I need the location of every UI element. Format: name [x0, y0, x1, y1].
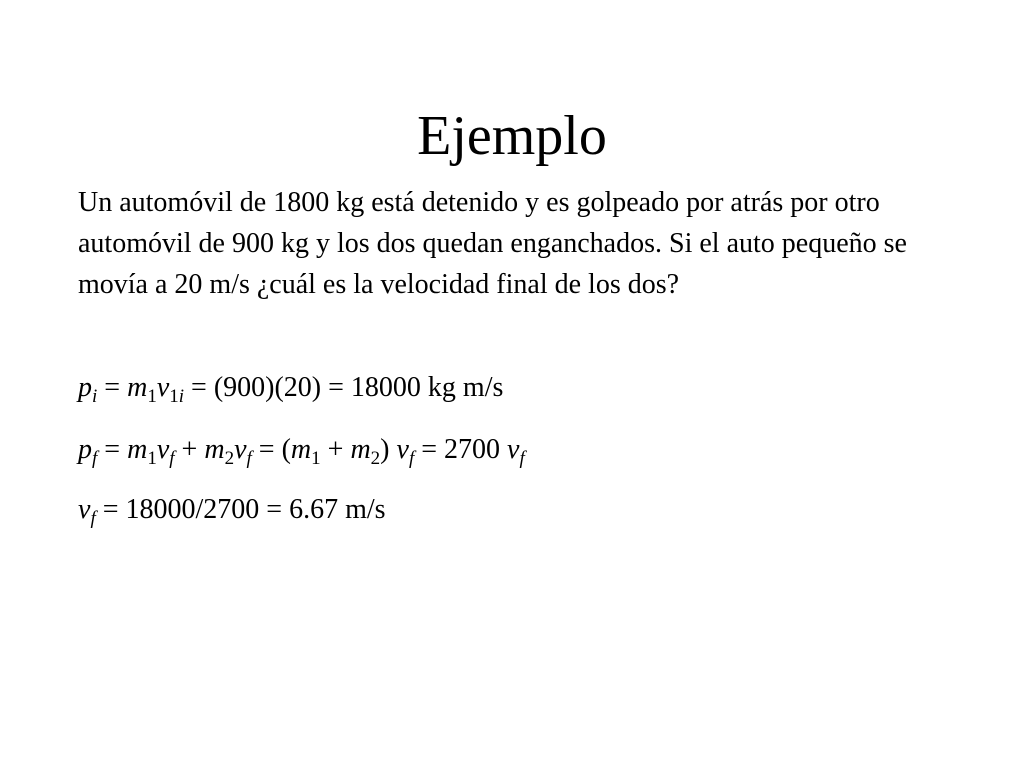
eq2-sub-f4: f: [519, 448, 525, 469]
eq2-symbol-m3: m: [290, 434, 312, 465]
eq2-sub-2b: 2: [370, 448, 381, 469]
eq1-sub-i: i: [92, 386, 98, 407]
eq2-close-paren: ): [380, 434, 397, 465]
eq1-symbol-m: m: [127, 372, 148, 403]
eq2-symbol-m4: m: [350, 434, 371, 465]
eq2-symbol-p: p: [78, 434, 92, 465]
eq1-sub-1: 1: [147, 386, 157, 407]
eq2-sub-1: 1: [147, 448, 157, 469]
eq2-plus-a: +: [174, 434, 205, 465]
eq2-equals-b: = (: [251, 434, 291, 465]
eq2-sub-f1: f: [169, 448, 175, 469]
equation-final-momentum: [78, 432, 525, 468]
eq2-sub-1b: 1: [311, 448, 321, 469]
slide-title: Ejemplo: [417, 105, 607, 167]
eq3-symbol-v: v: [78, 494, 91, 525]
equation-final-velocity: [78, 492, 386, 528]
eq3-rest: = 18000/2700 = 6.67 m/s: [95, 494, 386, 525]
eq3-sub-f: f: [90, 508, 96, 529]
eq2-symbol-m1: m: [127, 434, 148, 465]
eq2-equals-a: =: [97, 434, 128, 465]
eq2-sub-f: f: [92, 448, 98, 469]
eq2-symbol-v1: v: [156, 434, 170, 465]
eq1-sub-v-i: i: [178, 386, 185, 407]
eq2-sub-2: 2: [224, 448, 235, 469]
eq2-sub-f2: f: [246, 448, 252, 469]
eq2-symbol-v2: v: [234, 434, 247, 465]
eq2-sub-f3: f: [408, 448, 415, 469]
eq1-equals: =: [97, 372, 128, 403]
eq2-symbol-v3: v: [396, 434, 409, 465]
eq2-symbol-v4: v: [507, 434, 520, 465]
eq1-rest: = (900)(20) = 18000 kg m/s: [184, 372, 504, 403]
eq2-plus-b: +: [320, 434, 351, 465]
eq2-equals-c: = 2700: [414, 434, 508, 465]
equation-initial-momentum: [78, 370, 503, 406]
eq1-sub-v-1: 1: [169, 386, 179, 407]
eq1-symbol-v: v: [156, 372, 170, 403]
eq2-symbol-m2: m: [204, 434, 225, 465]
problem-statement: Un automóvil de 1800 kg está detenido y es golpeado por atrás por otro automóvil de 900 kg y los dos quedan enganchados. Si el auto pequeño se movía a 20 m/s ¿cuál es la velocidad final de los dos?: [78, 187, 907, 300]
eq1-symbol-p: p: [78, 372, 92, 403]
